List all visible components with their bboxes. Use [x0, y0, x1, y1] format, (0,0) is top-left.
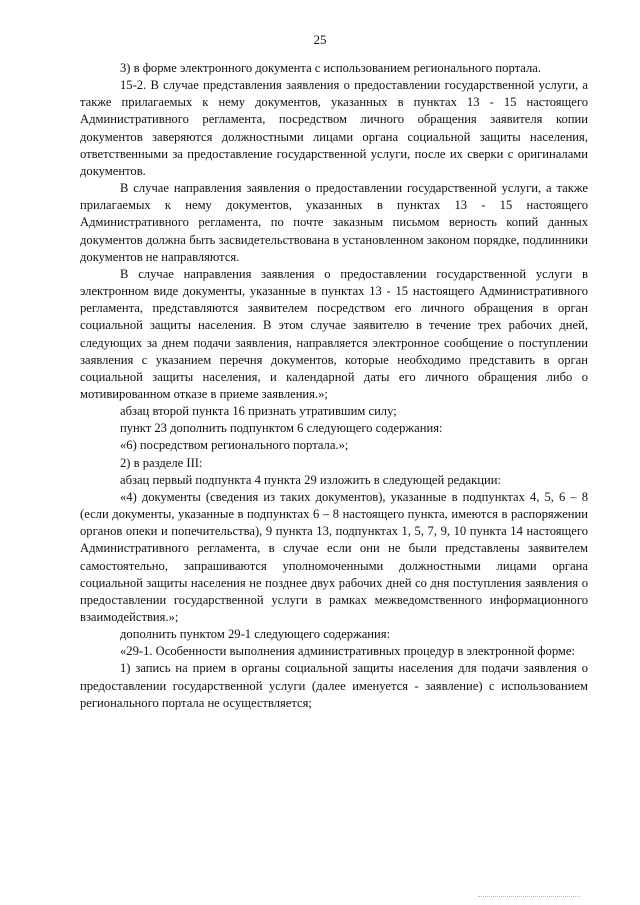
paragraph-8: 2) в разделе III:	[120, 455, 203, 470]
paragraph-6: пункт 23 дополнить подпунктом 6 следующего содержания:	[120, 421, 443, 436]
page-number: 25	[313, 32, 327, 47]
paragraph-13: 1) запись на прием в органы социальной защиты населения для подачи заявления о предоставлении государственной услуги (далее именуется - заявление) с использованием регионального портала не осуществляется;	[80, 661, 588, 710]
document-body	[80, 60, 588, 712]
paragraph-4: В случае направления заявления о предоставлении государственной услуги в электронном виде документы, указанные в пунктах 13 - 15 настоящего Административного регламента, представляются заявителем посредством его личного обращения в орган социальной защиты населения. В этом случае заявителю в течение трех рабочих дней, следующих за днем подачи заявления, направляется электронное сообщение о поступлении заявления с указанием перечня документов, которые необходимо представить в орган социальной защиты населения, и календарной даты его личного обращения либо о мотивированном отказе в приеме заявления.»;	[80, 266, 588, 401]
paragraph-3: В случае направления заявления о предоставлении государственной услуги, а также прилагаемых к нему документов, указанных в пунктах 13 - 15 настоящего Административного регламента, по почте заказным письмом верность копий данных документов должна быть засвидетельствована в установленном законом порядке, подлинники документов не направляются.	[80, 181, 588, 264]
paragraph-10: «4) документы (сведения из таких документов), указанные в подпунктах 4, 5, 6 – 8 (если документы, указанные в подпунктах 6 – 8 настоящего пункта, имеются в распоряжении органов опеки и попечительства), 9 пункта 13, подпунктах 1, 5, 7, 9, 10 пункта 14 настоящего Административного регламента, в случае если они не были представлены заявителем самостоятельно, запрашиваются уполномоченными должностными лицами органа социальной защиты населения не позднее двух рабочих дней со дня поступления заявления о предоставлении государственной услуги в рамках межведомственного информационного взаимодействия.»;	[80, 489, 588, 624]
paragraph-1: 3) в форме электронного документа с использованием регионального портала.	[120, 61, 541, 75]
paragraph-12: «29-1. Особенности выполнения административных процедур в электронной форме:	[120, 644, 575, 659]
paragraph-11: дополнить пунктом 29-1 следующего содержания:	[120, 627, 391, 642]
footer-dotted-line	[478, 896, 580, 897]
paragraph-9: абзац первый подпункта 4 пункта 29 изложить в следующей редакции:	[120, 472, 501, 487]
paragraph-5: абзац второй пункта 16 признать утратившим силу;	[120, 404, 397, 419]
paragraph-2: 15-2. В случае представления заявления о предоставлении государственной услуги, а также прилагаемых к нему документов, указанных в пунктах 13 - 15 настоящего Административного регламента, посредством личного обращения заявителя копии документов заверяются должностными лицами органа социальной защиты населения, ответственными за предоставление государственной услуги, после их сверки с оригиналами документов.	[80, 78, 588, 178]
paragraph-7: «6) посредством регионального портала.»;	[120, 438, 349, 453]
